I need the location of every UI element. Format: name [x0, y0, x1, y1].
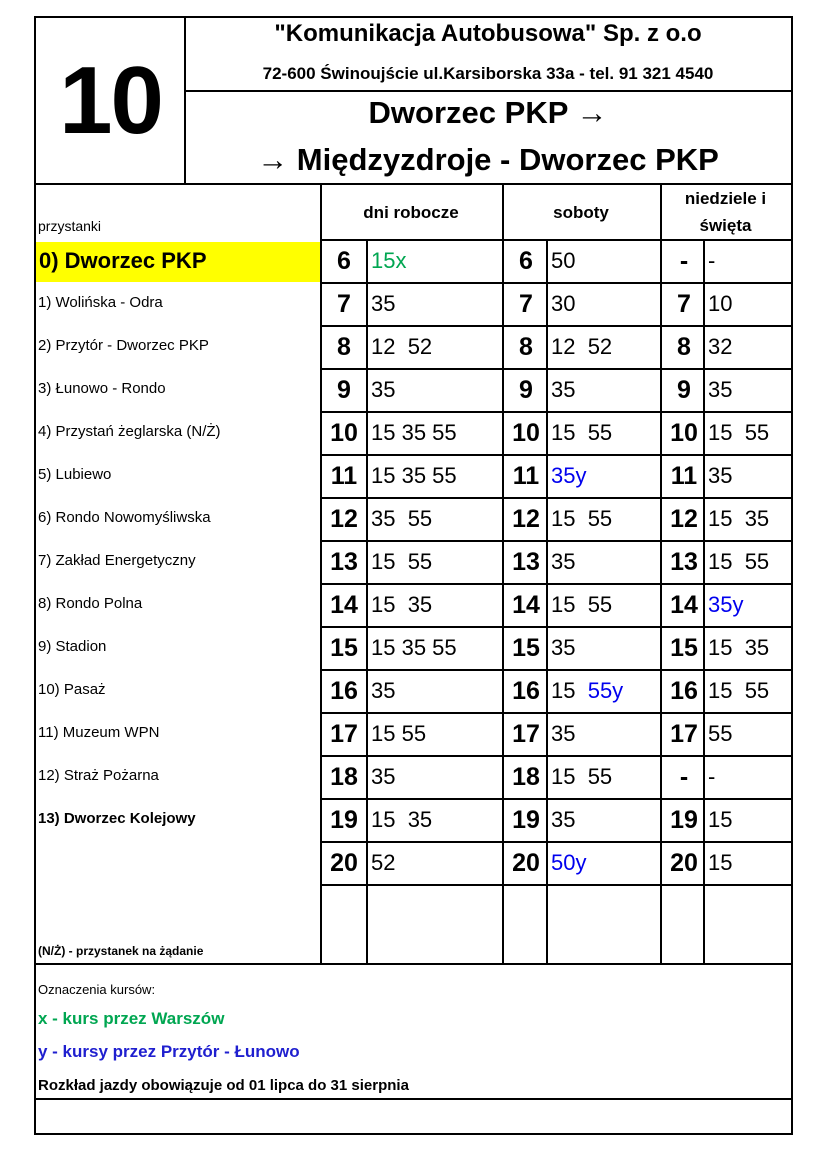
- departure-minutes: 10: [708, 291, 733, 316]
- company-name: "Komunikacja Autobusowa" Sp. z o.o: [274, 20, 702, 47]
- saturdays-hour: 11: [512, 462, 540, 490]
- grid-line: [320, 884, 791, 886]
- stop-5: 5) Lubiewo: [38, 466, 112, 483]
- saturdays-hour: 6: [519, 247, 533, 275]
- saturdays-hour: 16: [512, 677, 540, 705]
- weekdays-hour: 12: [330, 505, 358, 533]
- weekdays-hour: 18: [330, 763, 358, 791]
- grid-line: [320, 368, 791, 370]
- weekdays-hour: 19: [330, 806, 358, 834]
- sundays-minutes: [708, 334, 732, 360]
- stop-11: 11) Muzeum WPN: [38, 724, 160, 741]
- saturdays-hour: 8: [519, 333, 533, 361]
- stop-8: 8) Rondo Polna: [38, 595, 143, 612]
- sundays-minutes: [708, 248, 715, 274]
- departure-minutes: 35: [551, 377, 576, 402]
- saturdays-minutes: [551, 420, 612, 446]
- sundays-column-header-line2: święta: [699, 216, 752, 235]
- sundays-minutes: [708, 291, 732, 317]
- saturdays-minutes: [551, 807, 575, 833]
- departure-minutes: 35y: [708, 592, 744, 617]
- grid-line: [320, 755, 791, 757]
- company-address: 72-600 Świnoujście ul.Karsiborska 33a - tel. 91 321 4540: [262, 64, 714, 83]
- weekdays-minutes: [371, 377, 395, 403]
- saturdays-hour: 10: [512, 419, 540, 447]
- sundays-minutes: [708, 506, 769, 532]
- stop-10: 10) Pasaż: [38, 681, 106, 698]
- saturdays-hour: 20: [512, 849, 540, 877]
- saturdays-hour: 13: [512, 548, 540, 576]
- sundays-hour: 8: [677, 333, 691, 361]
- on-request-note: (N/Ż) - przystanek na żądanie: [38, 944, 204, 958]
- saturdays-minutes: [551, 721, 575, 747]
- weekdays-hour: 15: [330, 634, 358, 662]
- grid-line: [320, 841, 791, 843]
- departure-minutes: 35: [371, 678, 396, 703]
- grid-line: [320, 282, 791, 284]
- grid-line: [320, 239, 791, 241]
- saturdays-hour: 12: [512, 505, 540, 533]
- weekdays-minutes: [371, 248, 406, 274]
- departure-minutes: 15 55: [551, 506, 613, 531]
- departure-minutes: 50: [551, 248, 576, 273]
- departure-minutes: 35: [708, 377, 733, 402]
- grid-line: [320, 583, 791, 585]
- departure-minutes: 15 35 55: [371, 635, 457, 660]
- weekdays-minutes: [371, 807, 432, 833]
- departure-minutes: 35y: [551, 463, 587, 488]
- departure-minutes: 32: [708, 334, 733, 359]
- departure-minutes: 35: [708, 463, 733, 488]
- stop-4: 4) Przystań żeglarska (N/Ż): [38, 423, 221, 440]
- departure-minutes: 50y: [551, 850, 587, 875]
- sundays-hour: 12: [670, 505, 698, 533]
- saturdays-hour: 19: [512, 806, 540, 834]
- saturdays-hour: 18: [512, 763, 540, 791]
- sundays-minutes: [708, 807, 732, 833]
- saturdays-hour: 15: [512, 634, 540, 662]
- saturdays-minutes: [551, 764, 612, 790]
- weekdays-hour: 10: [330, 419, 358, 447]
- sundays-minutes: [708, 377, 732, 403]
- weekdays-minutes: [371, 334, 432, 360]
- grid-line: [320, 626, 791, 628]
- sundays-column-header-line1: niedziele i: [684, 189, 767, 208]
- stop-12: 12) Straż Pożarna: [38, 767, 159, 784]
- departure-minutes: 15 35: [708, 506, 770, 531]
- grid-line: [320, 798, 791, 800]
- sundays-hour: 13: [670, 548, 698, 576]
- saturdays-minutes: [551, 377, 575, 403]
- weekdays-minutes: [371, 463, 457, 489]
- validity-note: Rozkład jazdy obowiązuje od 01 lipca do 31 sierpnia: [38, 1077, 409, 1094]
- grid-line: [320, 325, 791, 327]
- grid-line: [320, 411, 791, 413]
- departure-minutes: 15 55: [371, 721, 427, 746]
- weekdays-hour: 7: [337, 290, 351, 318]
- stop-9: 9) Stadion: [38, 638, 107, 655]
- weekdays-hour: 11: [330, 462, 358, 490]
- legend-title: Oznaczenia kursów:: [38, 982, 156, 997]
- sundays-minutes: [708, 420, 769, 446]
- sundays-minutes: [708, 463, 732, 489]
- sundays-hour: 17: [670, 720, 698, 748]
- weekdays-minutes: [371, 764, 395, 790]
- departure-minutes: 15 55: [551, 592, 613, 617]
- weekdays-hour: 20: [330, 849, 358, 877]
- departure-minutes: 52: [371, 850, 396, 875]
- sundays-minutes: [708, 678, 769, 704]
- saturdays-minutes: [551, 549, 575, 575]
- grid-line: [320, 497, 791, 499]
- stops-column-header: przystanki: [38, 218, 102, 234]
- weekdays-hour: 8: [337, 333, 351, 361]
- weekdays-minutes: [371, 549, 432, 575]
- saturdays-minutes: [551, 248, 575, 274]
- departure-minutes: 55y: [587, 678, 624, 703]
- sundays-hour: 20: [670, 849, 698, 877]
- sundays-hour: -: [679, 247, 689, 275]
- saturdays-minutes: [551, 334, 612, 360]
- departure-minutes: 35 55: [371, 506, 433, 531]
- sundays-hour: 15: [670, 634, 698, 662]
- sundays-minutes: [708, 635, 769, 661]
- departure-minutes: 12 52: [371, 334, 433, 359]
- weekdays-hour: 14: [330, 591, 358, 619]
- departure-minutes: 15: [708, 807, 733, 832]
- departure-minutes: 15 35 55: [371, 463, 457, 488]
- sundays-hour: 19: [670, 806, 698, 834]
- departure-minutes: 35: [551, 807, 576, 832]
- departure-minutes: 15 55: [551, 764, 613, 789]
- weekdays-minutes: [371, 506, 432, 532]
- weekdays-hour: 6: [337, 247, 351, 275]
- stop-13: 13) Dworzec Kolejowy: [38, 810, 196, 827]
- saturdays-minutes: [551, 291, 575, 317]
- departure-minutes: -: [708, 248, 716, 273]
- departure-minutes: 35: [371, 764, 396, 789]
- legend-x: x - kurs przez Warszów: [38, 1009, 225, 1028]
- sundays-hour: 10: [670, 419, 698, 447]
- departure-minutes: 35: [551, 549, 576, 574]
- departure-minutes: 15: [551, 678, 588, 703]
- departure-minutes: 15: [708, 850, 733, 875]
- saturdays-column-header: soboty: [553, 203, 609, 222]
- weekdays-column-header: dni robocze: [363, 203, 459, 222]
- sundays-hour: 9: [677, 376, 691, 404]
- sundays-hour: 7: [677, 290, 691, 318]
- grid-line: [320, 540, 791, 542]
- direction-to: → Międzyzdroje - Dworzec PKP: [257, 142, 719, 177]
- stop-1: 1) Wolińska - Odra: [38, 294, 163, 311]
- weekdays-hour: 17: [330, 720, 358, 748]
- weekdays-minutes: [371, 678, 395, 704]
- direction-from: Dworzec PKP →: [368, 95, 608, 130]
- sundays-minutes: [708, 592, 743, 618]
- departure-minutes: -: [708, 764, 716, 789]
- sundays-hour: 16: [670, 677, 698, 705]
- weekdays-minutes: [371, 291, 395, 317]
- grid-line: [320, 669, 791, 671]
- saturdays-minutes: [551, 635, 575, 661]
- departure-minutes: 35: [371, 377, 396, 402]
- weekdays-hour: 13: [330, 548, 358, 576]
- departure-minutes: 15 55: [551, 420, 613, 445]
- stop-7: 7) Zakład Energetyczny: [38, 552, 196, 569]
- route-number: 10: [59, 47, 162, 154]
- saturdays-hour: 14: [512, 591, 540, 619]
- stop-2: 2) Przytór - Dworzec PKP: [38, 337, 209, 354]
- sundays-hour: 14: [670, 591, 698, 619]
- grid-line: [320, 454, 791, 456]
- grid-line: [320, 712, 791, 714]
- departure-minutes: 35: [551, 721, 576, 746]
- legend-y: y - kursy przez Przytór - Łunowo: [38, 1042, 300, 1061]
- saturdays-minutes: [551, 850, 586, 876]
- departure-minutes: 35: [551, 635, 576, 660]
- saturdays-minutes: [551, 678, 623, 704]
- saturdays-minutes: [551, 463, 586, 489]
- departure-minutes: 15 35: [708, 635, 770, 660]
- departure-minutes: 15 35: [371, 592, 433, 617]
- departure-minutes: 35: [371, 291, 396, 316]
- saturdays-minutes: [551, 506, 612, 532]
- weekdays-hour: 16: [330, 677, 358, 705]
- departure-minutes: 15x: [371, 248, 407, 273]
- departure-minutes: 15 55: [708, 549, 770, 574]
- weekdays-minutes: [371, 850, 395, 876]
- weekdays-minutes: [371, 635, 457, 661]
- sundays-minutes: [708, 721, 732, 747]
- departure-minutes: 15 55: [371, 549, 433, 574]
- weekdays-minutes: [371, 592, 432, 618]
- saturdays-minutes: [551, 592, 612, 618]
- departure-minutes: 55: [708, 721, 733, 746]
- sundays-minutes: [708, 764, 715, 790]
- weekdays-minutes: [371, 420, 457, 446]
- saturdays-hour: 17: [512, 720, 540, 748]
- departure-minutes: 15 55: [708, 678, 770, 703]
- weekdays-minutes: [371, 721, 426, 747]
- stop-6: 6) Rondo Nowomyśliwska: [38, 509, 211, 526]
- weekdays-hour: 9: [337, 376, 351, 404]
- departure-minutes: 12 52: [551, 334, 613, 359]
- departure-minutes: 15 35 55: [371, 420, 457, 445]
- stop-0: 0) Dworzec PKP: [39, 248, 207, 273]
- saturdays-hour: 9: [519, 376, 533, 404]
- departure-minutes: 15 35: [371, 807, 433, 832]
- sundays-minutes: [708, 850, 732, 876]
- sundays-hour: -: [679, 763, 689, 791]
- stop-3: 3) Łunowo - Rondo: [38, 380, 166, 397]
- departure-minutes: 30: [551, 291, 576, 316]
- sundays-minutes: [708, 549, 769, 575]
- saturdays-hour: 7: [519, 290, 533, 318]
- departure-minutes: 15 55: [708, 420, 770, 445]
- sundays-hour: 11: [670, 462, 698, 490]
